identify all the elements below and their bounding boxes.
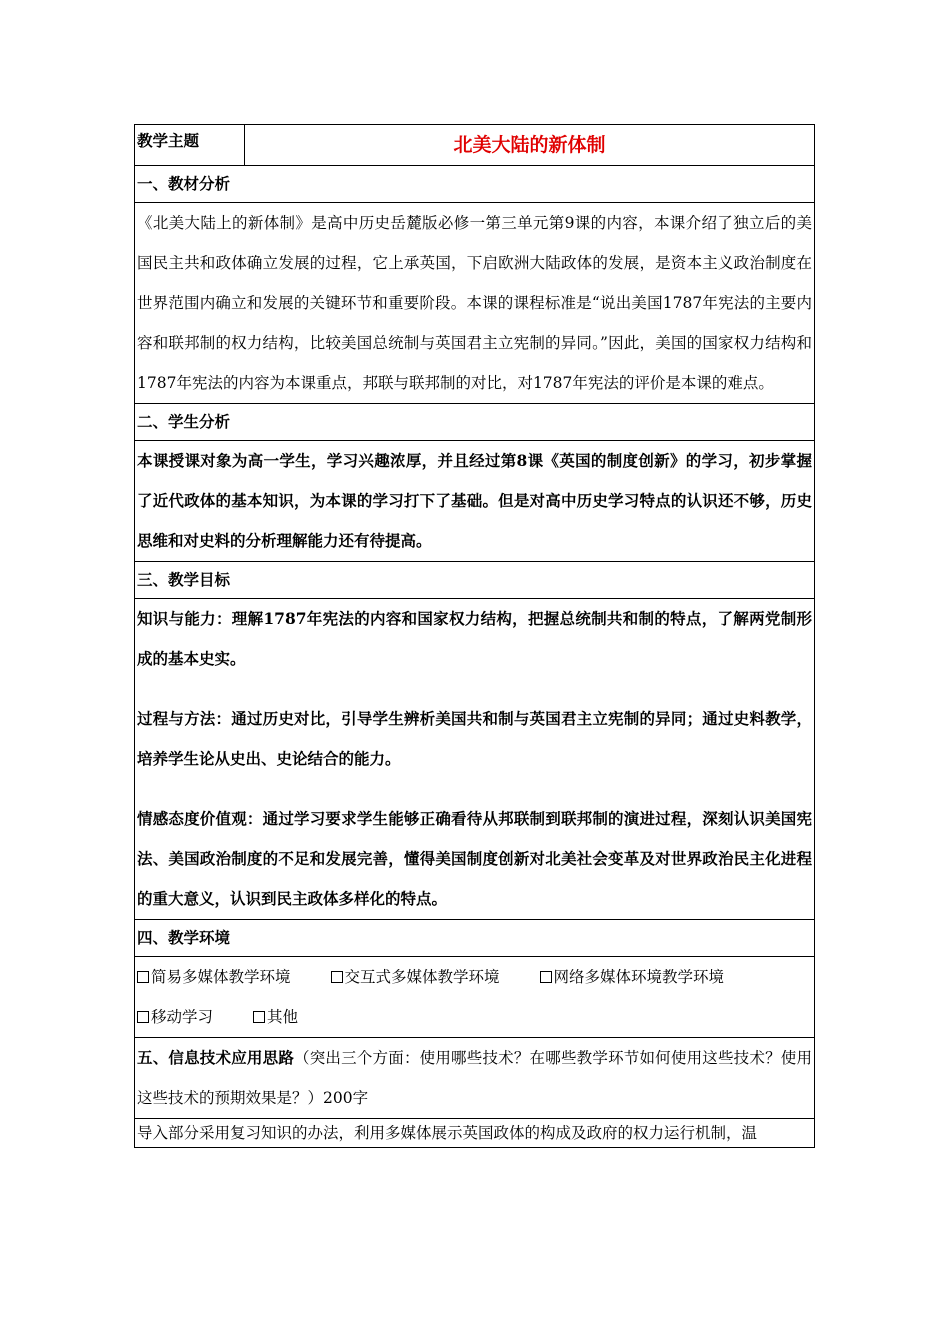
env-option-label: 简易多媒体教学环境	[151, 968, 291, 986]
env-option-label: 交互式多媒体教学环境	[344, 968, 500, 986]
topic-label: 教学主题	[135, 125, 245, 166]
section-textbook-heading-row	[135, 166, 815, 203]
section-textbook-body: 《北美大陆上的新体制》是高中历史岳麓版必修一第三单元第9课的内容，本课介绍了独立后的美国民主共和政体确立发展的过程，它上承英国，下启欧洲大陆政体的发展，是资本主义政治制度在世界范围内确立和发展的关键环节和重要阶段。本课的课程标准是“说出美国1787年宪法的主要内容和联邦制的权力结构，比较美国总统制与英国君主立宪制的异同。”因此，美国的国家权力结构和1787年宪法的内容为本课重点，邦联与联邦制的对比，对1787年宪法的评价是本课的难点。	[135, 203, 815, 404]
goal-values: 情感态度价值观：通过学习要求学生能够正确看待从邦联制到联邦制的演进过程，深刻认识美国宪法、美国政治制度的不足和发展完善，懂得美国制度创新对北美社会变革及对世界政治民主化进程的重大意义，认识到民主政体多样化的特点。	[137, 809, 812, 908]
env-option-label: 其他	[267, 1008, 299, 1026]
lesson-title: 北美大陆的新体制	[245, 125, 815, 166]
checkbox-icon[interactable]	[540, 971, 552, 983]
section-tech-heading-cell	[135, 1038, 815, 1119]
lesson-plan-table	[134, 124, 815, 1148]
env-option-label: 网络多媒体环境教学环境	[553, 968, 725, 986]
section-goals-body-row	[135, 599, 815, 920]
environment-options-row-2	[137, 997, 812, 1037]
header-row	[135, 125, 815, 166]
checkbox-icon[interactable]	[253, 1011, 265, 1023]
section-tech-body-row	[135, 1119, 815, 1148]
section-students-heading: 二、学生分析	[135, 404, 815, 441]
section-tech-note: （突出三个方面：使用哪些技术？在哪些教学环节如何使用这些技术？使用这些技术的预期效果是？）200字	[137, 1049, 812, 1107]
section-goals-body	[135, 599, 815, 920]
goal-process: 过程与方法：通过历史对比，引导学生辨析美国共和制与英国君主立宪制的异同；通过史料教学，培养学生论从史出、史论结合的能力。	[137, 709, 812, 768]
section-environment-body	[135, 957, 815, 1038]
env-option-interactive[interactable]	[331, 957, 500, 997]
section-students-heading-row	[135, 404, 815, 441]
environment-options-row-1	[137, 957, 812, 997]
goal-knowledge: 知识与能力：理解1787年宪法的内容和国家权力结构，把握总统制共和制的特点，了解两党制形成的基本史实。	[137, 609, 812, 668]
section-students-body-row	[135, 441, 815, 562]
section-goals-heading: 三、教学目标	[135, 562, 815, 599]
checkbox-icon[interactable]	[331, 971, 343, 983]
checkbox-icon[interactable]	[137, 1011, 149, 1023]
section-tech-body: 导入部分采用复习知识的办法，利用多媒体展示英国政体的构成及政府的权力运行机制，温	[135, 1119, 815, 1148]
env-option-label: 移动学习	[151, 1008, 214, 1026]
section-students-body: 本课授课对象为高一学生，学习兴趣浓厚，并且经过第8课《英国的制度创新》的学习，初步掌握了近代政体的基本知识，为本课的学习打下了基础。但是对高中历史学习特点的认识还不够，历史思维和对史料的分析理解能力还有待提高。	[135, 441, 815, 562]
env-option-mobile[interactable]	[137, 997, 213, 1037]
section-environment-body-row	[135, 957, 815, 1038]
section-goals-heading-row	[135, 562, 815, 599]
checkbox-icon[interactable]	[137, 971, 149, 983]
section-textbook-heading: 一、教材分析	[135, 166, 815, 203]
env-option-simple[interactable]	[137, 957, 291, 997]
section-textbook-body-row	[135, 203, 815, 404]
section-environment-heading: 四、教学环境	[135, 920, 815, 957]
section-environment-heading-row	[135, 920, 815, 957]
section-tech-heading-row	[135, 1038, 815, 1119]
env-option-other[interactable]	[253, 997, 298, 1037]
section-tech-heading: 五、信息技术应用思路	[137, 1048, 295, 1067]
env-option-network[interactable]	[540, 957, 725, 997]
